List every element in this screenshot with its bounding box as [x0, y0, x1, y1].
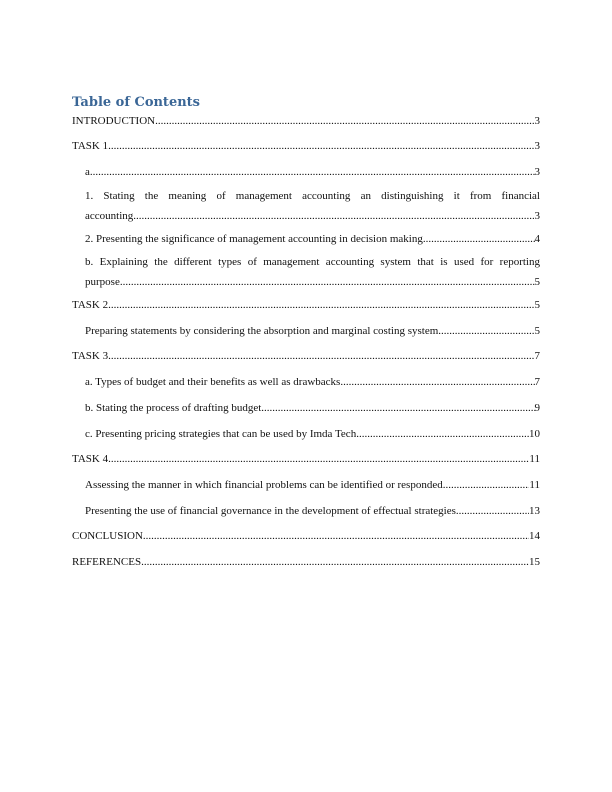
toc-entry-page: 3	[534, 140, 540, 152]
toc-entry-page: 11	[529, 453, 540, 465]
toc-entry-label: REFERENCES	[72, 556, 142, 568]
toc-entry-page: 7	[534, 376, 540, 388]
toc-entry-page: 3	[534, 115, 540, 127]
toc-entry-task-3[interactable]	[72, 350, 540, 363]
toc-entry-a[interactable]	[72, 166, 540, 179]
toc-entry-page: 7	[534, 350, 540, 362]
toc-entry-costing-statements[interactable]	[72, 325, 540, 338]
dot-leader	[423, 233, 535, 246]
toc-entry-page: 3	[534, 210, 540, 222]
dot-leader	[90, 166, 535, 179]
toc-entry-page: 9	[534, 402, 540, 414]
toc-entry-types-of-budget[interactable]	[72, 376, 540, 389]
toc-entry-label: TASK 2	[72, 299, 109, 311]
toc-entry-page: 13	[529, 505, 540, 517]
dot-leader	[261, 402, 534, 415]
toc-entry-label: a	[85, 166, 90, 178]
toc-entry-label-line1: 1. Stating the meaning of management accounting an distinguishing it from financial	[85, 190, 540, 202]
dot-leader	[155, 115, 534, 128]
toc-entry-label: TASK 3	[72, 350, 109, 362]
toc-title: Table of Contents	[72, 95, 200, 110]
toc-entry-label-line2: purpose	[85, 276, 120, 288]
toc-entry-financial-problems[interactable]	[72, 479, 540, 492]
toc-entry-page: 3	[534, 166, 540, 178]
table-of-contents	[72, 95, 540, 569]
toc-entry-page: 14	[529, 530, 540, 542]
toc-entry-task-2[interactable]	[72, 299, 540, 312]
toc-entry-label: Assessing the manner in which financial problems can be identified or responded	[85, 479, 443, 491]
dot-leader	[438, 325, 534, 338]
toc-entry-page: 5	[534, 325, 540, 337]
toc-entry-label: Presenting the use of financial governance in the development of effectual strategies	[85, 505, 456, 517]
toc-entry-introduction[interactable]	[72, 115, 540, 128]
toc-entry-page: 15	[529, 556, 540, 568]
toc-entry-label: Preparing statements by considering the absorption and marginal costing system	[85, 325, 439, 337]
dot-leader	[443, 479, 530, 492]
dot-leader	[108, 453, 529, 466]
toc-entry-management-accounting-systems[interactable]	[72, 252, 540, 292]
toc-entry-page: 11	[529, 479, 540, 491]
dot-leader	[141, 556, 529, 569]
toc-entry-financial-governance[interactable]	[72, 505, 540, 518]
toc-entry-management-accounting-meaning[interactable]	[72, 186, 540, 226]
toc-entry-label: 2. Presenting the significance of management accounting in decision making	[85, 233, 423, 245]
toc-entry-pricing-strategies[interactable]	[72, 428, 540, 441]
dot-leader	[120, 272, 535, 292]
toc-entry-label-line1: b. Explaining the different types of management accounting system that is used for reporting	[85, 256, 540, 268]
dot-leader	[108, 140, 534, 153]
toc-entry-budget-process[interactable]	[72, 402, 540, 415]
toc-entry-page: 5	[534, 276, 540, 288]
toc-entry-label: TASK 1	[72, 140, 109, 152]
toc-entry-label: a. Types of budget and their benefits as well as drawbacks	[85, 376, 341, 388]
dot-leader	[133, 206, 534, 226]
toc-entry-label: TASK 4	[72, 453, 109, 465]
toc-entry-label: CONCLUSION	[72, 530, 143, 542]
dot-leader	[456, 505, 529, 518]
dot-leader	[356, 428, 529, 441]
toc-entry-label: INTRODUCTION	[72, 115, 156, 127]
toc-entry-significance-decision-making[interactable]	[72, 233, 540, 246]
dot-leader	[143, 530, 529, 543]
toc-entry-page: 4	[534, 233, 540, 245]
toc-entry-task-1[interactable]	[72, 140, 540, 153]
toc-entry-label: c. Presenting pricing strategies that can be used by Imda Tech	[85, 428, 357, 440]
toc-entry-page: 10	[529, 428, 540, 440]
toc-entry-page: 5	[534, 299, 540, 311]
toc-entry-references[interactable]	[72, 556, 540, 569]
toc-entry-conclusion[interactable]	[72, 530, 540, 543]
toc-entry-task-4[interactable]	[72, 453, 540, 466]
dot-leader	[108, 350, 534, 363]
toc-entry-label: b. Stating the process of drafting budget	[85, 402, 262, 414]
toc-entry-label-line2: accounting	[85, 210, 134, 222]
dot-leader	[108, 299, 534, 312]
dot-leader	[340, 376, 534, 389]
